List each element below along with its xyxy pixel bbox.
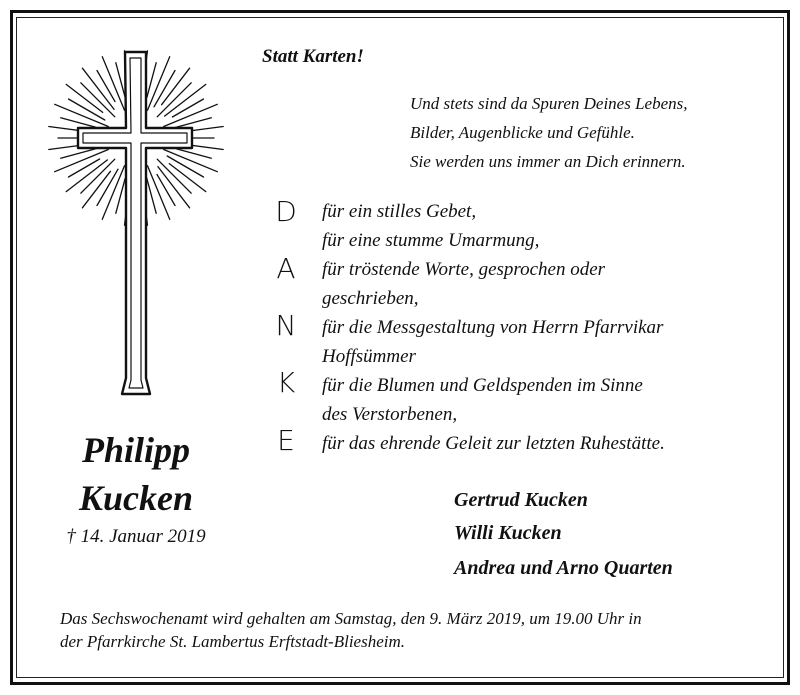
- danke-letter-n: N: [275, 309, 297, 342]
- danke-line: für die Blumen und Geldspenden im Sinne: [322, 375, 643, 396]
- danke-line: für die Messgestaltung von Herrn Pfarrvikar: [322, 317, 664, 338]
- service-info-line: Das Sechswochenamt wird gehalten am Samstag, den 9. März 2019, um 19.00 Uhr in: [60, 609, 642, 628]
- danke-line: des Verstorbenen,: [322, 404, 458, 425]
- signatory: Willi Kucken: [454, 522, 562, 544]
- danke-letter-e: E: [277, 424, 295, 457]
- danke-line: geschrieben,: [322, 288, 419, 309]
- danke-line: Hoffsümmer: [322, 346, 416, 367]
- ray: [157, 174, 175, 205]
- ray: [69, 159, 100, 177]
- ray: [97, 71, 115, 102]
- signatory: Gertrud Kucken: [454, 489, 588, 511]
- danke-letter-k: K: [276, 366, 296, 399]
- danke-line: für das ehrende Geleit zur letzten Ruhestätte.: [322, 433, 665, 454]
- heading: Statt Karten!: [262, 46, 364, 67]
- service-info-line: der Pfarrkirche St. Lambertus Erftstadt-Bliesheim.: [60, 632, 406, 651]
- danke-line: für eine stumme Umarmung,: [322, 230, 540, 251]
- death-date: † 14. Januar 2019: [66, 526, 206, 547]
- poem-line: Sie werden uns immer an Dich erinnern.: [410, 152, 686, 171]
- deceased-first-name: Philipp: [81, 430, 191, 470]
- poem: [410, 89, 688, 176]
- cross-icon: [42, 48, 232, 408]
- poem-line: Bilder, Augenblicke und Gefühle.: [410, 123, 635, 142]
- danke-letter-a: A: [276, 252, 296, 285]
- service-info: [60, 607, 760, 653]
- danke-letter-d: D: [275, 195, 297, 228]
- signatory: Andrea und Arno Quarten: [454, 557, 673, 579]
- poem-line: Und stets sind da Spuren Deines Lebens,: [410, 94, 688, 113]
- ray: [172, 99, 203, 117]
- deceased-last-name: Kucken: [78, 478, 193, 518]
- danke-line: für ein stilles Gebet,: [322, 201, 477, 222]
- danke-line: für tröstende Worte, gesprochen oder: [322, 259, 606, 280]
